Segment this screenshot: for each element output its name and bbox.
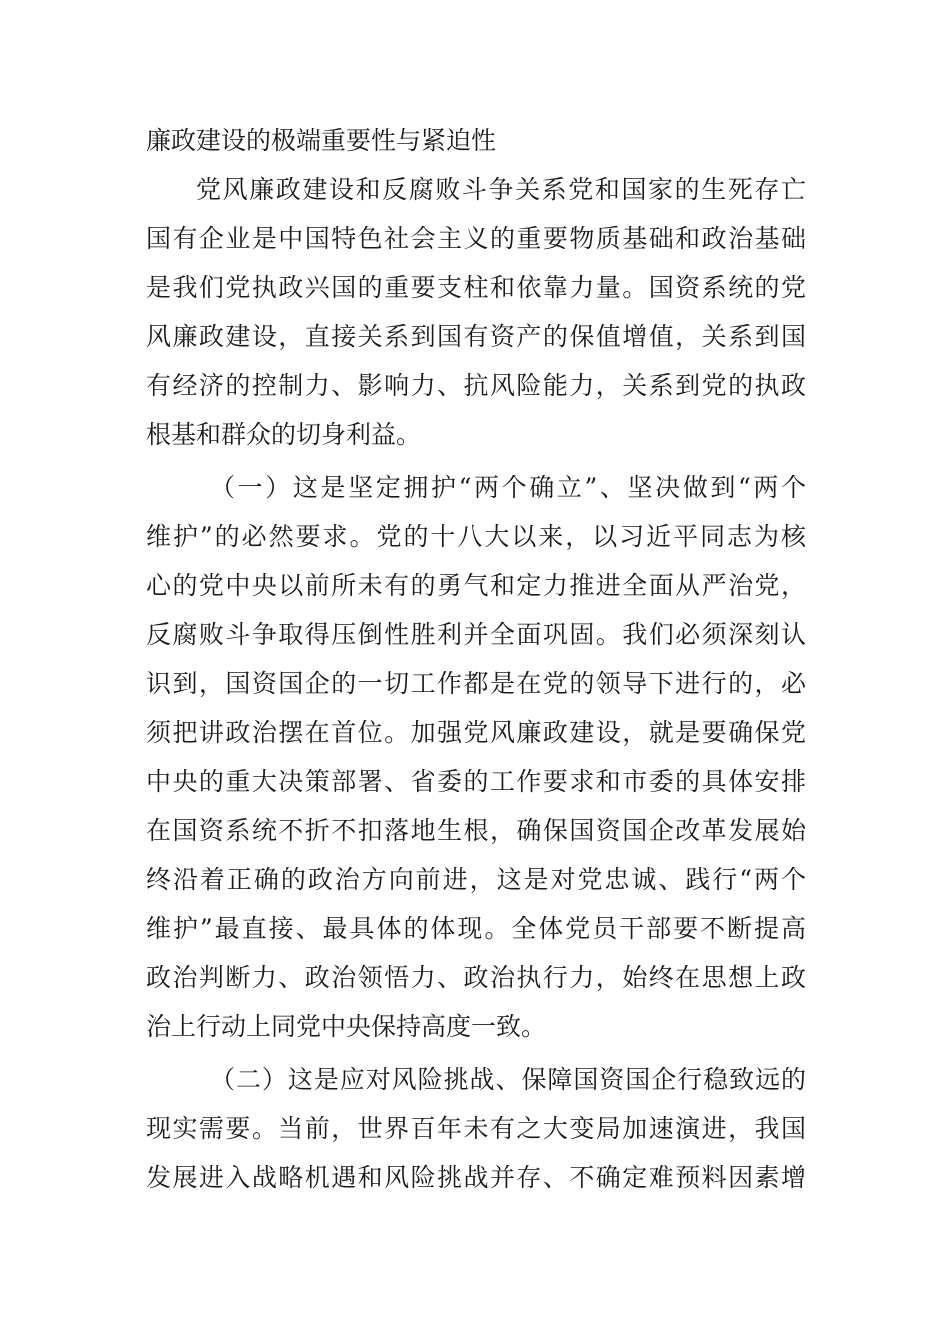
text-line: 维护”的必然要求。党的十八大以来，以习近平同志为核 [146, 522, 806, 551]
text-line: 是我们党执政兴国的重要支柱和依靠力量。国资系统的党 [146, 273, 806, 302]
text-line: 治上行动上同党中央保持高度一致。 [146, 1012, 547, 1041]
text-line: 风廉政建设，直接关系到国有资产的保值增值，关系到国 [146, 322, 806, 351]
text-line: 国有企业是中国特色社会主义的重要物质基础和政治基础 [146, 224, 806, 253]
text-line: 政治判断力、政治领悟力、政治执行力，始终在思想上政 [146, 963, 806, 992]
text-line: （一）这是坚定拥护“两个确立”、坚决做到“两个 [210, 473, 806, 502]
text-line: 须把讲政治摆在首位。加强党风廉政建设，就是要确保党 [146, 718, 806, 747]
text-line: （二）这是应对风险挑战、保障国资国企行稳致远的 [210, 1065, 806, 1094]
text-line: 心的党中央以前所未有的勇气和定力推进全面从严治党， [146, 571, 806, 600]
text-line: 维护”最直接、最具体的体现。全体党员干部要不断提高 [146, 914, 806, 943]
text-line: 中央的重大决策部署、省委的工作要求和市委的具体安排 [146, 767, 806, 796]
text-line: 现实需要。当前，世界百年未有之大变局加速演进，我国 [146, 1114, 806, 1143]
text-line: 终沿着正确的政治方向前进，这是对党忠诚、践行“两个 [146, 865, 806, 894]
text-line: 在国资系统不折不扣落地生根，确保国资国企改革发展始 [146, 816, 806, 845]
text-line: 发展进入战略机遇和风险挑战并存、不确定难预料因素增 [146, 1163, 806, 1192]
text-line: 廉政建设的极端重要性与紧迫性 [146, 126, 497, 155]
text-line: 党风廉政建设和反腐败斗争关系党和国家的生死存亡 [196, 175, 806, 204]
text-line: 识到，国资国企的一切工作都是在党的领导下进行的，必 [146, 669, 806, 698]
text-line: 根基和群众的切身利益。 [146, 420, 422, 449]
text-line: 反腐败斗争取得压倒性胜利并全面巩固。我们必须深刻认 [146, 620, 806, 649]
text-line: 有经济的控制力、影响力、抗风险能力，关系到党的执政 [146, 371, 806, 400]
